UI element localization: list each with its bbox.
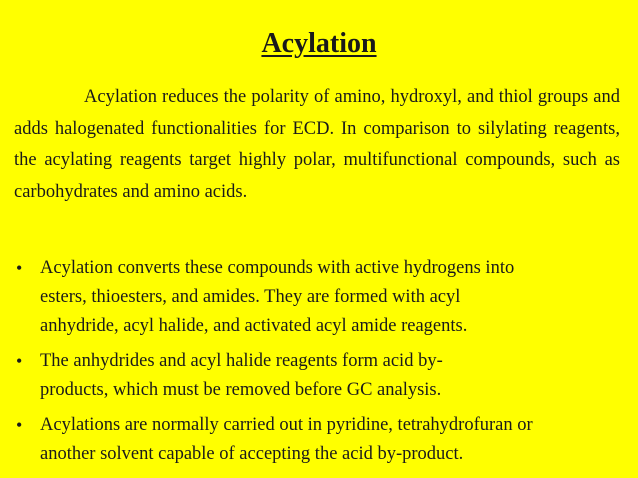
- bullet-line: esters, thioesters, and amides. They are formed with acyl: [40, 287, 461, 307]
- slide-title: Acylation: [261, 28, 377, 59]
- bullet-line: The anhydrides and acyl halide reagents form acid by-: [40, 351, 443, 371]
- bullet-item: [16, 347, 626, 405]
- bullet-icon: •: [16, 351, 23, 371]
- bullet-icon: •: [16, 415, 23, 435]
- bullet-line: Acylations are normally carried out in pyridine, tetrahydrofuran or: [40, 415, 533, 435]
- bullet-item: [16, 411, 626, 469]
- bullet-line: products, which must be removed before GC analysis.: [40, 380, 442, 400]
- bullet-line: anhydride, acyl halide, and activated acyl amide reagents.: [40, 316, 468, 336]
- bullet-icon: •: [16, 258, 23, 278]
- bullet-item: [16, 254, 626, 341]
- bullet-line: another solvent capable of accepting the acid by-product.: [40, 444, 464, 464]
- bullet-line: Acylation converts these compounds with active hydrogens into: [40, 258, 515, 278]
- intro-paragraph: Acylation reduces the polarity of amino, hydroxyl, and thiol groups and adds halogenated functionalities for ECD. In comparison to silylating reagents, the acylating reagents target highly polar, multifunctional compounds, such as carbohydrates and amino acids.: [14, 87, 620, 202]
- bullet-list: [16, 254, 626, 475]
